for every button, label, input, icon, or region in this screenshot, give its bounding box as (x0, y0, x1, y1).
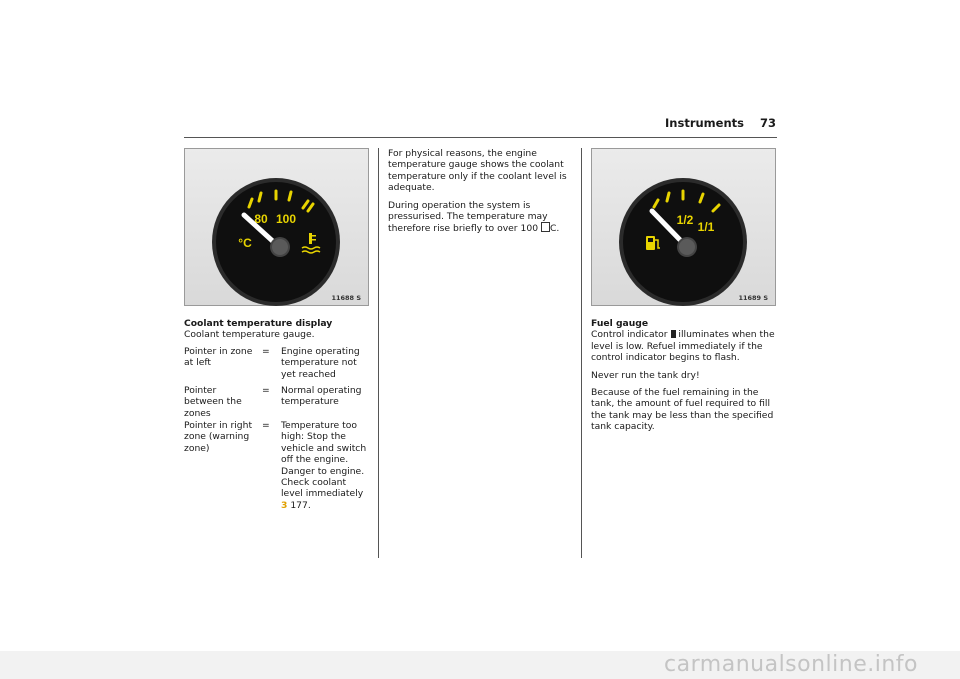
definition-term: Pointer in zone at left (184, 346, 253, 369)
coolant-gauge-illustration (185, 149, 370, 307)
fuel-column (591, 318, 777, 439)
watermark-text: carmanualsonline.info (664, 652, 918, 677)
coolant-gauge-figure (184, 148, 369, 306)
figure-code: 11689 S (738, 294, 768, 302)
definition-term: Pointer in right zone (warning zone) (184, 420, 253, 454)
fuel-gauge-figure (591, 148, 776, 306)
middle-paragraph-2-unit: C. (549, 223, 560, 235)
definition-equals: = (262, 420, 270, 431)
fuel-paragraph-1 (591, 329, 777, 363)
reference-page: 177. (287, 499, 311, 511)
page-number: 73 (759, 116, 776, 130)
definition-equals: = (262, 346, 270, 357)
fuel-paragraph-2: Never run the tank dry! (591, 369, 700, 381)
watermark-bar (0, 651, 960, 679)
reference-arrow-icon: 3 (281, 499, 288, 511)
definition-term: Pointer between the zones (184, 385, 242, 419)
definition-equals: = (262, 385, 270, 396)
figure-code: 11688 S (331, 294, 361, 302)
degree-symbol-icon (541, 222, 550, 232)
middle-paragraph-2 (388, 200, 574, 235)
definition-desc-text: Temperature too high: Stop the vehicle and switch off the engine. Danger to engine. Check coolant level immediately (281, 420, 367, 500)
gauge-label-half: 1/2 (676, 213, 694, 227)
definition-desc (281, 420, 367, 511)
definition-desc: Normal operating temperature (281, 385, 362, 408)
gauge-label-100: 100 (275, 212, 297, 226)
middle-paragraph-1: For physical reasons, the engine temperature gauge shows the coolant temperature only if the coolant level is adequate. (388, 148, 567, 194)
fuel-gauge-illustration (592, 149, 777, 307)
gauge-label-full: 1/1 (697, 220, 715, 234)
gauge-label-80: 80 (254, 212, 268, 226)
section-title: Instruments (665, 116, 744, 130)
fuel-title: Fuel gauge (591, 318, 649, 329)
column-divider-2 (581, 148, 582, 558)
coolant-title: Coolant temperature display (184, 318, 333, 329)
header-rule (184, 137, 777, 138)
column-divider-1 (378, 148, 379, 558)
definition-row (184, 385, 374, 419)
definition-row (184, 420, 374, 511)
middle-column (388, 148, 574, 241)
fuel-indicator-icon (671, 330, 676, 338)
cross-reference-link[interactable] (281, 500, 311, 511)
fuel-paragraph-1-text-b: illuminates when the level is low. Refuel immediately if the control indicator begins to flash. (591, 329, 775, 364)
definition-desc: Engine operating temperature not yet reached (281, 346, 360, 380)
coolant-subtitle: Coolant temperature gauge. (184, 329, 315, 341)
coolant-heading-block (184, 318, 374, 341)
fuel-paragraph-1-text-a: Control indicator (591, 329, 671, 341)
fuel-paragraph-3: Because of the fuel remaining in the tank, the amount of fuel required to fill the tank may be less than the specified tank capacity. (591, 387, 774, 433)
coolant-definition-table (184, 346, 374, 511)
gauge-unit: °C (238, 236, 252, 250)
middle-paragraph-2-text: During operation the system is pressurised. The temperature may therefore rise briefly to over 100 (388, 199, 548, 235)
definition-row (184, 346, 374, 380)
